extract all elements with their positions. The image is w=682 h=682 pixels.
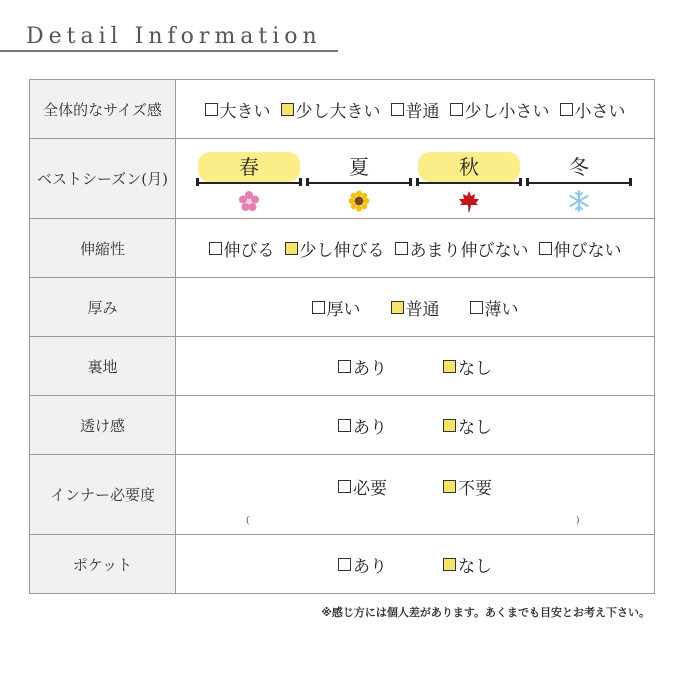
season-pill: 冬 — [569, 154, 589, 179]
options-sheer — [176, 396, 655, 455]
season-pill: 夏 — [349, 154, 369, 179]
checkbox — [443, 558, 456, 571]
option-size-0: 大きい — [205, 97, 271, 122]
options-lining — [176, 337, 655, 396]
checkbox — [391, 301, 404, 314]
option-thickness-1: 普通 — [391, 295, 440, 320]
row-label-season: ベストシーズン(月) — [30, 139, 176, 219]
sunflower-icon — [348, 190, 370, 212]
checkbox — [443, 419, 456, 432]
checkbox — [395, 242, 408, 255]
title-underline — [0, 50, 338, 52]
row-sheer — [30, 396, 655, 455]
option-sheer-0: あり — [338, 413, 387, 438]
season-pill: 秋 — [418, 152, 520, 182]
season-bar — [196, 182, 302, 184]
options-pocket — [176, 535, 655, 594]
option-thickness-2: 薄い — [470, 295, 519, 320]
option-inner-0: 必要 — [338, 474, 387, 499]
season-bar — [526, 182, 632, 184]
options-stretch — [176, 219, 655, 278]
row-stretch — [30, 219, 655, 278]
disclaimer-note: ※感じ方には個人差があります。あくまでも目安とお考え下さい。 — [321, 606, 650, 619]
row-size — [30, 80, 655, 139]
checkbox — [338, 360, 351, 373]
row-label-inner: インナー必要度 — [30, 455, 176, 535]
checkbox — [443, 360, 456, 373]
checkbox — [338, 419, 351, 432]
option-pocket-0: あり — [338, 552, 387, 577]
row-inner — [30, 455, 655, 535]
checkbox — [560, 103, 573, 116]
option-size-3: 少し小さい — [450, 97, 550, 122]
paren-close: ) — [576, 515, 580, 526]
checkbox — [205, 103, 218, 116]
option-lining-1: なし — [443, 354, 492, 379]
options-thickness — [176, 278, 655, 337]
season-bar — [306, 182, 412, 184]
season-summer — [306, 152, 412, 212]
checkbox — [443, 480, 456, 493]
checkbox — [338, 558, 351, 571]
option-inner-1: 不要 — [443, 474, 492, 499]
season-winter — [526, 152, 632, 212]
option-lining-0: あり — [338, 354, 387, 379]
option-size-4: 小さい — [560, 97, 626, 122]
checkbox — [539, 242, 552, 255]
paren-open: ( — [246, 515, 250, 526]
row-label-stretch: 伸縮性 — [30, 219, 176, 278]
season-pill: 春 — [198, 152, 300, 182]
option-stretch-0: 伸びる — [209, 236, 275, 261]
option-size-1: 少し大きい — [281, 97, 381, 122]
maple-leaf-icon — [457, 190, 481, 212]
checkbox — [285, 242, 298, 255]
row-pocket — [30, 535, 655, 594]
row-label-size: 全体的なサイズ感 — [30, 80, 176, 139]
section-title: Detail Information — [26, 24, 322, 49]
checkbox — [470, 301, 483, 314]
option-size-2: 普通 — [391, 97, 440, 122]
options-inner — [176, 455, 655, 535]
checkbox — [391, 103, 404, 116]
cherry-blossom-icon — [238, 190, 260, 212]
row-season — [30, 139, 655, 219]
option-stretch-2: あまり伸びない — [395, 236, 529, 261]
season-bar — [416, 182, 522, 184]
option-thickness-0: 厚い — [312, 295, 361, 320]
spec-table — [29, 79, 655, 594]
options-season — [176, 139, 655, 219]
checkbox — [338, 480, 351, 493]
row-label-lining: 裏地 — [30, 337, 176, 396]
options-size — [176, 80, 655, 139]
row-label-thickness: 厚み — [30, 278, 176, 337]
checkbox — [209, 242, 222, 255]
checkbox — [281, 103, 294, 116]
option-sheer-1: なし — [443, 413, 492, 438]
option-stretch-3: 伸びない — [539, 236, 622, 261]
checkbox — [450, 103, 463, 116]
season-autumn — [416, 152, 522, 212]
checkbox — [312, 301, 325, 314]
option-stretch-1: 少し伸びる — [285, 236, 385, 261]
season-spring — [196, 152, 302, 212]
row-lining — [30, 337, 655, 396]
row-label-pocket: ポケット — [30, 535, 176, 594]
row-label-sheer: 透け感 — [30, 396, 176, 455]
snowflake-icon — [568, 190, 590, 212]
option-pocket-1: なし — [443, 552, 492, 577]
row-thickness — [30, 278, 655, 337]
